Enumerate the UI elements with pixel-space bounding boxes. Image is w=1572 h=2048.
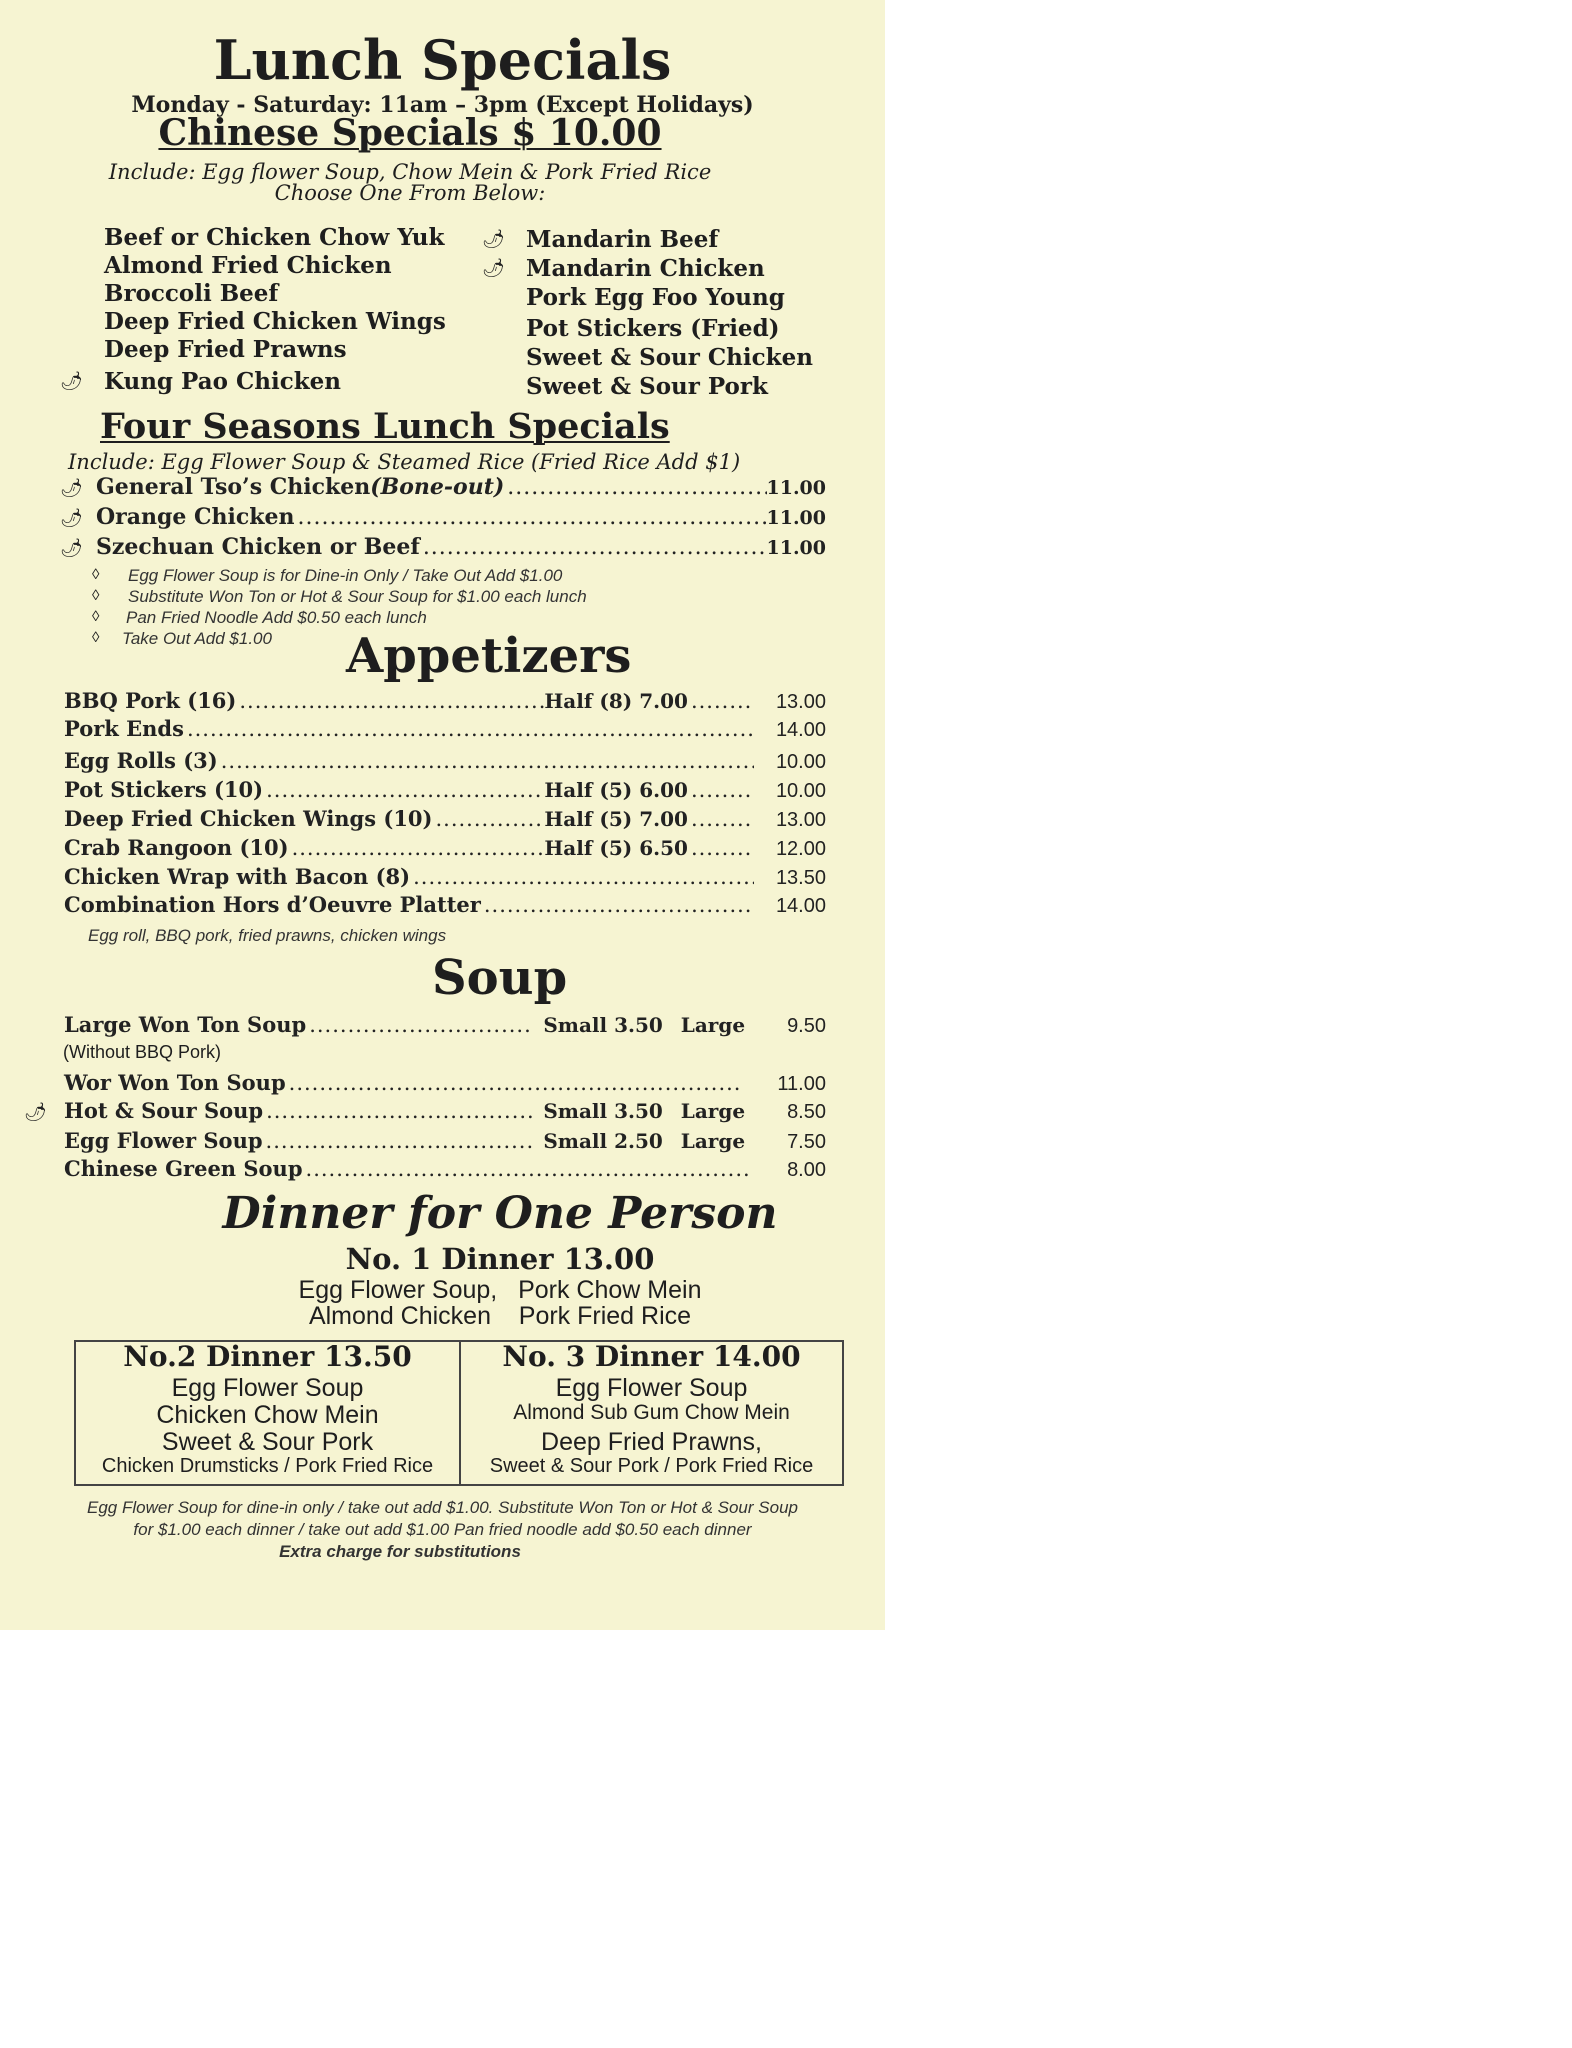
leader-dots xyxy=(688,689,754,713)
soup-name: Hot & Sour Soup xyxy=(64,1098,264,1123)
won-ton-note: (Without BBQ Pork) xyxy=(63,1042,222,1062)
soup-large-label: Large xyxy=(680,1129,746,1153)
soup-price: 9.50 xyxy=(787,1015,826,1037)
no3-dinner-line: Almond Sub Gum Chow Mein xyxy=(513,1401,790,1424)
leader-dots xyxy=(236,689,544,713)
no1-dinner-line2: Almond Chicken Pork Fried Rice xyxy=(308,1302,692,1330)
dinner-box xyxy=(74,1340,844,1486)
chili-pepper-icon: 🌶 xyxy=(60,371,83,392)
four-seasons-title: Four Seasons Lunch Specials xyxy=(100,406,670,447)
appetizer-name: Combination Hors d’Oeuvre Platter xyxy=(64,892,481,917)
lunch-special-item: Pork Egg Foo Young xyxy=(526,284,785,311)
soup-price: 11.00 xyxy=(777,1073,826,1095)
appetizer-row xyxy=(64,748,826,776)
appetizer-half-price: Half (8) 7.00 xyxy=(544,689,688,713)
soup-name: Chinese Green Soup xyxy=(64,1156,303,1181)
appetizer-name: Deep Fried Chicken Wings (10) xyxy=(64,806,433,831)
appetizer-price: 13.00 xyxy=(775,691,826,713)
lunch-specials-title: Lunch Specials xyxy=(213,28,672,92)
soup-row xyxy=(64,1156,826,1184)
menu-page xyxy=(0,0,885,1630)
soup-row xyxy=(64,1012,826,1040)
chili-pepper-icon: 🌶 xyxy=(60,478,83,499)
note-bullet-icon: ◊ xyxy=(92,566,100,583)
leader-dots xyxy=(263,778,544,802)
item-name: General Tso’s Chicken xyxy=(96,474,371,500)
item-price: 11.00 xyxy=(766,477,826,499)
chili-pepper-icon: 🌶 xyxy=(482,229,505,250)
note-bullet-icon: ◊ xyxy=(92,629,100,646)
leader-dots xyxy=(295,505,767,530)
dinner-footer-2: for $1.00 each dinner / take out add $1.00 Pan fried noodle add $0.50 each dinner xyxy=(133,1520,752,1539)
appetizer-row xyxy=(64,716,826,744)
chili-pepper-icon: 🌶 xyxy=(482,258,505,279)
soup-small-price: Small 3.50 xyxy=(543,1013,663,1037)
four-seasons-note: Take Out Add $1.00 xyxy=(122,629,272,648)
appetizer-name: Pork Ends xyxy=(64,716,184,741)
soup-name: Large Won Ton Soup xyxy=(64,1012,307,1037)
lunch-special-item: Kung Pao Chicken xyxy=(104,368,342,395)
soup-title: Soup xyxy=(432,950,568,1006)
four-seasons-note: Substitute Won Ton or Hot & Sour Soup for $1.00 each lunch xyxy=(128,587,587,606)
appetizer-half-price: Half (5) 7.00 xyxy=(544,807,688,831)
soup-name: Egg Flower Soup xyxy=(64,1128,263,1153)
leader-dots xyxy=(303,1157,750,1181)
four-seasons-item xyxy=(96,504,826,532)
appetizer-name: BBQ Pork (16) xyxy=(64,688,237,713)
appetizer-row xyxy=(64,777,826,805)
four-seasons-item xyxy=(96,474,826,502)
appetizers-title: Appetizers xyxy=(346,628,632,684)
chili-pepper-icon: 🌶 xyxy=(60,508,83,529)
appetizer-name: Crab Rangoon (10) xyxy=(64,835,289,860)
lunch-special-item: Sweet & Sour Pork xyxy=(526,373,768,400)
lunch-hours: Monday - Saturday: 11am – 3pm (Except Holidays) xyxy=(131,92,754,118)
appetizer-half-price: Half (5) 6.00 xyxy=(544,778,688,802)
no3-dinner-line: Deep Fried Prawns, xyxy=(541,1428,762,1456)
soup-row xyxy=(64,1070,826,1098)
appetizer-row xyxy=(64,864,826,892)
appetizer-name: Pot Stickers (10) xyxy=(64,777,264,802)
no1-dinner-title: No. 1 Dinner 13.00 xyxy=(345,1242,655,1276)
soup-small-price: Small 3.50 xyxy=(543,1099,663,1123)
soup-name: Wor Won Ton Soup xyxy=(64,1070,286,1095)
chinese-specials-title: Chinese Specials $ 10.00 xyxy=(158,112,662,154)
appetizer-price: 10.00 xyxy=(775,751,826,773)
no3-dinner-title: No. 3 Dinner 14.00 xyxy=(502,1340,801,1373)
appetizer-row xyxy=(64,806,826,834)
appetizer-half-price: Half (5) 6.50 xyxy=(544,836,688,860)
appetizer-price: 13.00 xyxy=(775,809,826,831)
leader-dots xyxy=(481,893,754,917)
note-bullet-icon: ◊ xyxy=(92,587,100,604)
chinese-specials-choose: Choose One From Below: xyxy=(274,181,546,205)
dinner-footer-1: Egg Flower Soup for dine-in only / take out add $1.00. Substitute Won Ton or Hot & Sour Soup xyxy=(87,1498,798,1517)
appetizer-price: 12.00 xyxy=(775,838,826,860)
no2-dinner-line: Sweet & Sour Pork xyxy=(161,1428,374,1456)
leader-dots xyxy=(688,807,754,831)
lunch-special-item: Broccoli Beef xyxy=(104,280,279,307)
soup-price: 8.00 xyxy=(787,1159,826,1181)
no2-dinner-line: Chicken Drumsticks / Pork Fried Rice xyxy=(101,1455,434,1477)
soup-large-label: Large xyxy=(680,1099,746,1123)
item-name: Szechuan Chicken or Beef xyxy=(96,534,420,560)
dinner-title: Dinner for One Person xyxy=(222,1188,778,1239)
lunch-special-item: Deep Fried Prawns xyxy=(104,336,347,363)
lunch-special-item: Beef or Chicken Chow Yuk xyxy=(104,224,445,251)
item-name: Orange Chicken xyxy=(96,504,295,530)
no2-dinner-line: Chicken Chow Mein xyxy=(156,1401,379,1429)
appetizer-row xyxy=(64,688,826,716)
leader-dots xyxy=(688,836,754,860)
appetizer-price: 10.00 xyxy=(775,780,826,802)
no2-dinner-title: No.2 Dinner 13.50 xyxy=(123,1340,412,1373)
no1-dinner-line1: Egg Flower Soup, Pork Chow Mein xyxy=(298,1276,702,1304)
leader-dots xyxy=(263,1099,533,1123)
leader-dots xyxy=(420,535,767,560)
four-seasons-note: Pan Fried Noodle Add $0.50 each lunch xyxy=(126,608,427,627)
leader-dots xyxy=(289,836,545,860)
appetizer-price: 13.50 xyxy=(775,867,826,889)
platter-note: Egg roll, BBQ pork, fried prawns, chicken wings xyxy=(88,926,447,945)
soup-price: 7.50 xyxy=(787,1131,826,1153)
lunch-special-item: Sweet & Sour Chicken xyxy=(526,344,813,371)
leader-dots xyxy=(218,749,754,773)
no3-dinner-line: Sweet & Sour Pork / Pork Fried Rice xyxy=(489,1455,814,1477)
no2-dinner-line: Egg Flower Soup xyxy=(171,1374,364,1402)
dinner-footer-3: Extra charge for substitutions xyxy=(279,1542,521,1561)
lunch-special-item: Pot Stickers (Fried) xyxy=(526,315,780,342)
leader-dots xyxy=(184,717,754,741)
leader-dots xyxy=(263,1129,534,1153)
soup-row xyxy=(64,1098,826,1126)
leader-dots xyxy=(306,1013,533,1037)
appetizer-price: 14.00 xyxy=(775,719,826,741)
appetizer-row xyxy=(64,835,826,863)
leader-dots xyxy=(286,1071,740,1095)
four-seasons-item xyxy=(96,534,826,562)
note-bullet-icon: ◊ xyxy=(92,608,100,625)
item-price: 11.00 xyxy=(766,537,826,559)
lunch-special-item: Mandarin Chicken xyxy=(526,255,765,282)
lunch-special-item: Almond Fried Chicken xyxy=(104,252,392,279)
four-seasons-include: Include: Egg Flower Soup & Steamed Rice (Fried Rice Add $1) xyxy=(68,450,741,474)
chili-pepper-icon: 🌶 xyxy=(60,538,83,559)
appetizer-price: 14.00 xyxy=(775,895,826,917)
lunch-special-item: Mandarin Beef xyxy=(526,226,719,253)
soup-row xyxy=(64,1128,826,1156)
no3-dinner-line: Egg Flower Soup xyxy=(555,1374,748,1402)
soup-small-price: Small 2.50 xyxy=(543,1129,663,1153)
chili-pepper-icon: 🌶 xyxy=(24,1102,47,1123)
item-price: 11.00 xyxy=(766,507,826,529)
leader-dots xyxy=(410,865,754,889)
four-seasons-note: Egg Flower Soup is for Dine-in Only / Take Out Add $1.00 xyxy=(128,566,563,585)
item-name-note: (Bone-out) xyxy=(370,474,505,500)
leader-dots xyxy=(688,778,754,802)
appetizer-name: Egg Rolls (3) xyxy=(64,748,218,773)
soup-price: 8.50 xyxy=(787,1101,826,1123)
lunch-special-item: Deep Fried Chicken Wings xyxy=(104,308,446,335)
appetizer-row xyxy=(64,892,826,920)
leader-dots xyxy=(504,475,766,500)
soup-large-label: Large xyxy=(680,1013,746,1037)
appetizer-name: Chicken Wrap with Bacon (8) xyxy=(64,864,411,889)
leader-dots xyxy=(432,807,544,831)
chinese-specials-include: Include: Egg flower Soup, Chow Mein & Pork Fried Rice xyxy=(108,160,712,184)
